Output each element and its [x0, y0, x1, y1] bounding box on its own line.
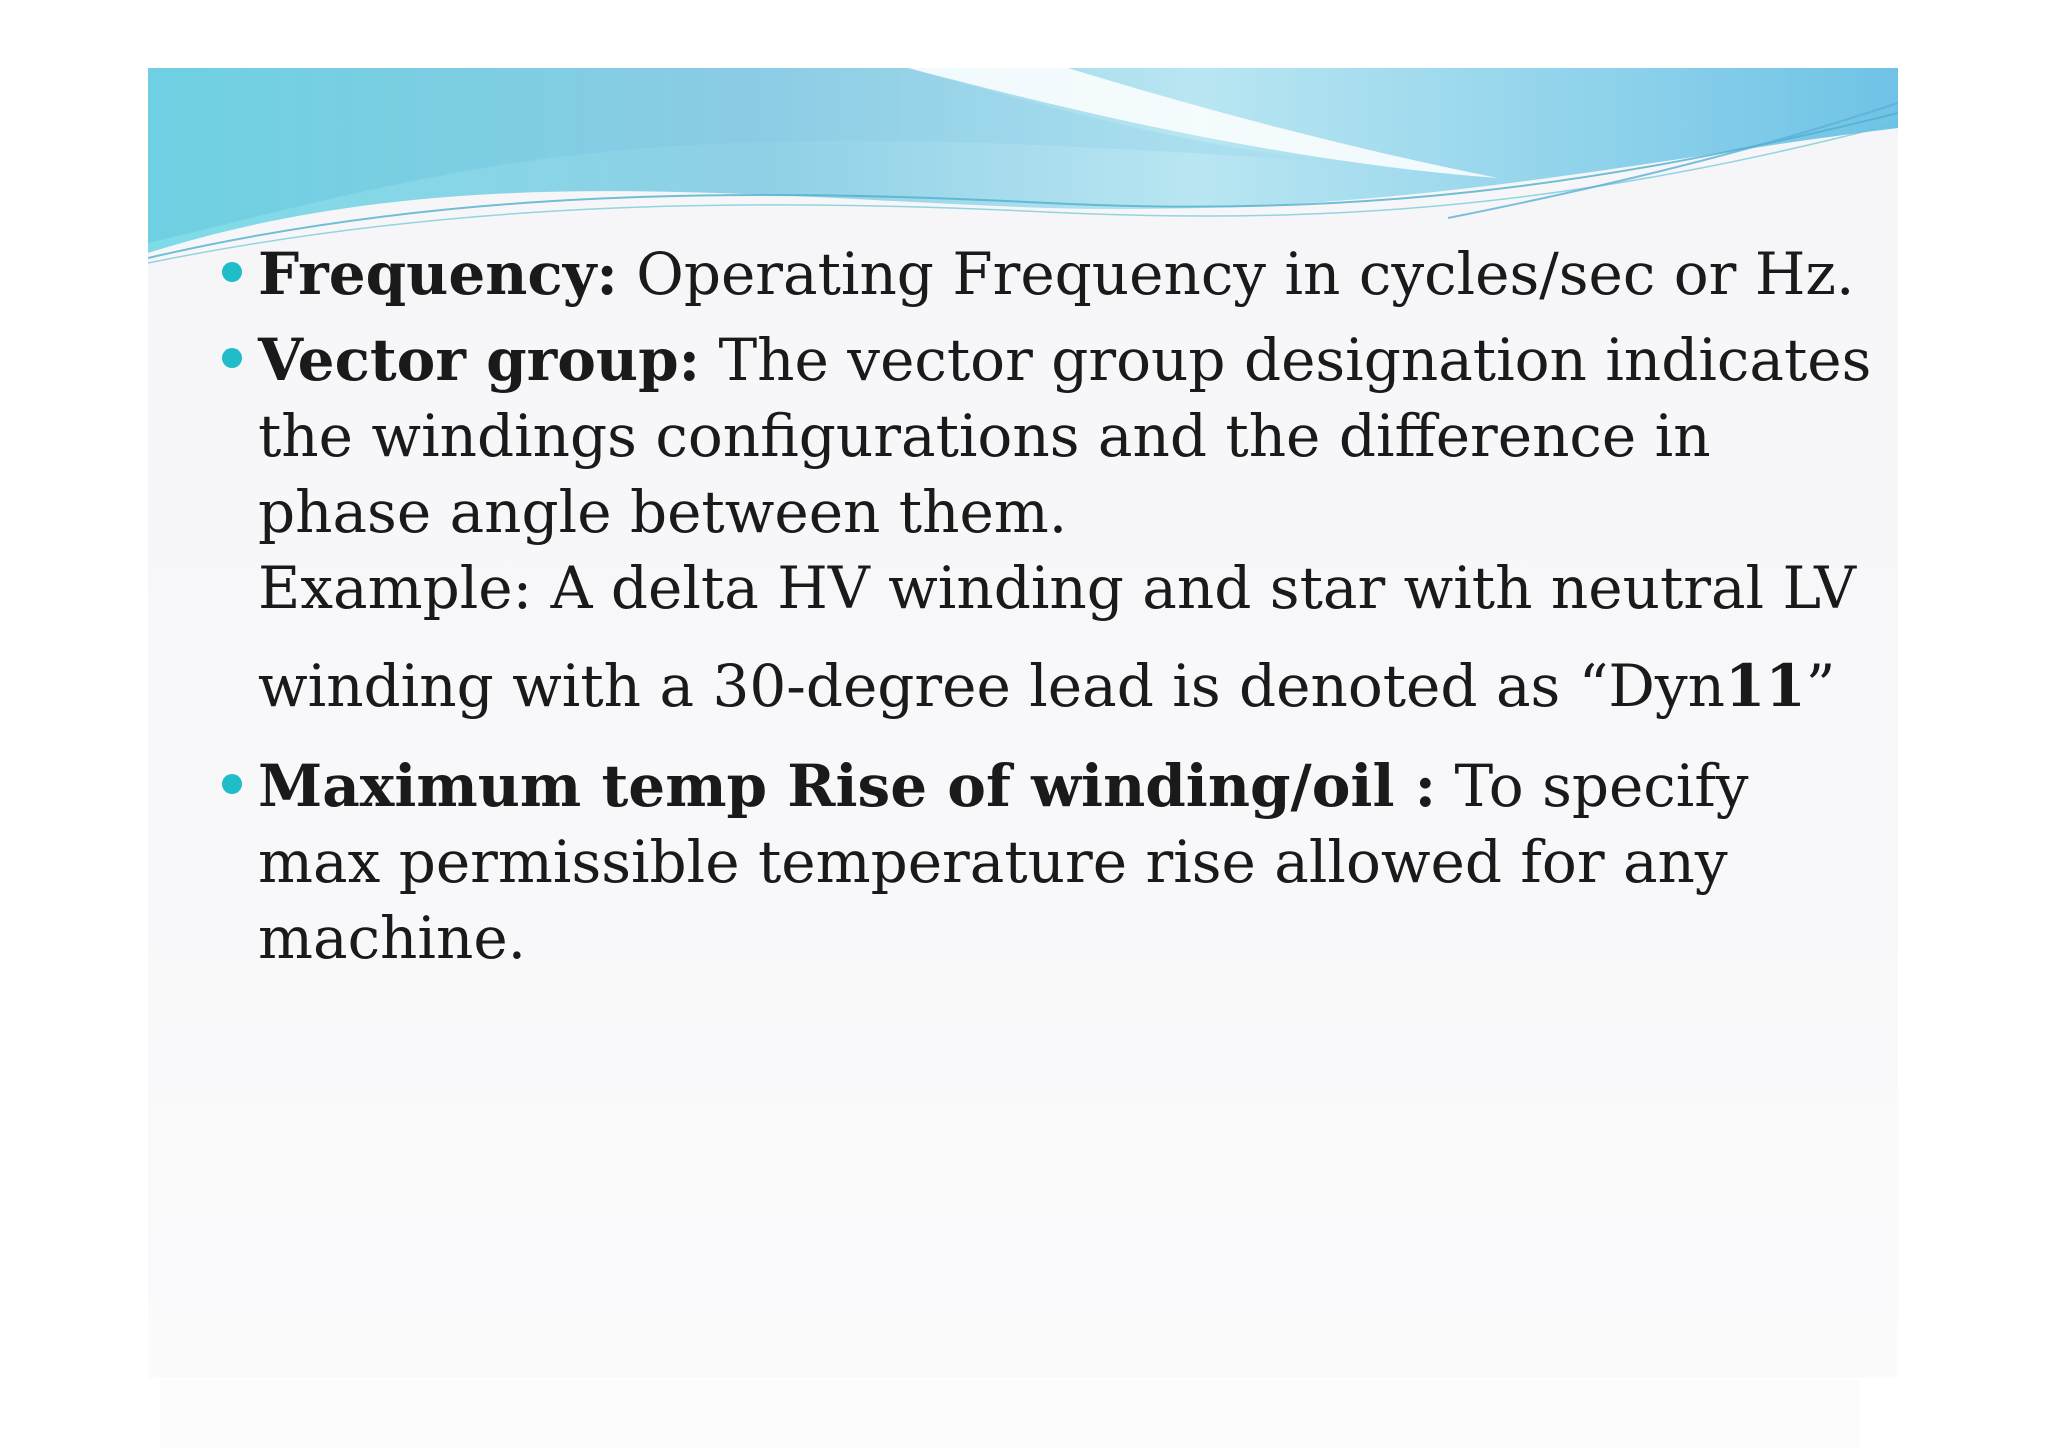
slide [148, 68, 1898, 1378]
bullet-frequency-text: Operating Frequency in cycles/sec or Hz. [617, 240, 1855, 308]
bullet-frequency [258, 236, 1858, 312]
bullet-max-temp-term: Maximum temp Rise of winding/oil : [258, 752, 1437, 820]
bullet-vector-group-line-3: phase angle between them. [258, 478, 1068, 546]
bullet-vector-group-example-line-1: Example: A delta HV winding and star with neutral LV [258, 554, 1857, 622]
bullet-vector-group-term: Vector group: [258, 326, 701, 394]
bullet-dot-icon [222, 348, 242, 368]
bullet-vector-group [258, 322, 1872, 724]
example-suffix: ” [1805, 652, 1836, 720]
bullet-frequency-line [258, 236, 1858, 312]
bullet-vector-group-line-2: the windings configurations and the difference in [258, 402, 1711, 470]
bullet-dot-icon [222, 774, 242, 794]
bullet-vector-group-line-1 [258, 322, 1872, 398]
example-bold-number: 11 [1725, 652, 1806, 720]
bullet-max-temp-line-1 [258, 748, 1858, 824]
bullet-max-temp-line-3: machine. [258, 904, 527, 972]
slide-bottom-strip [160, 1380, 1860, 1448]
bullet-vector-group-example-line-2 [258, 648, 1858, 724]
slide-content [148, 68, 1898, 1378]
bullet-vector-group-text: The vector group designation indicates [700, 326, 1872, 394]
bullet-frequency-term: Frequency: [258, 240, 618, 308]
example-prefix: winding with a 30-degree lead is denoted as “Dyn [258, 652, 1725, 720]
bullet-max-temp-text: To specify [1436, 752, 1749, 820]
bullet-dot-icon [222, 262, 242, 282]
bullet-max-temp-line-2: max permissible temperature rise allowed for any [258, 828, 1728, 896]
bullet-max-temp-rise [258, 748, 1858, 976]
